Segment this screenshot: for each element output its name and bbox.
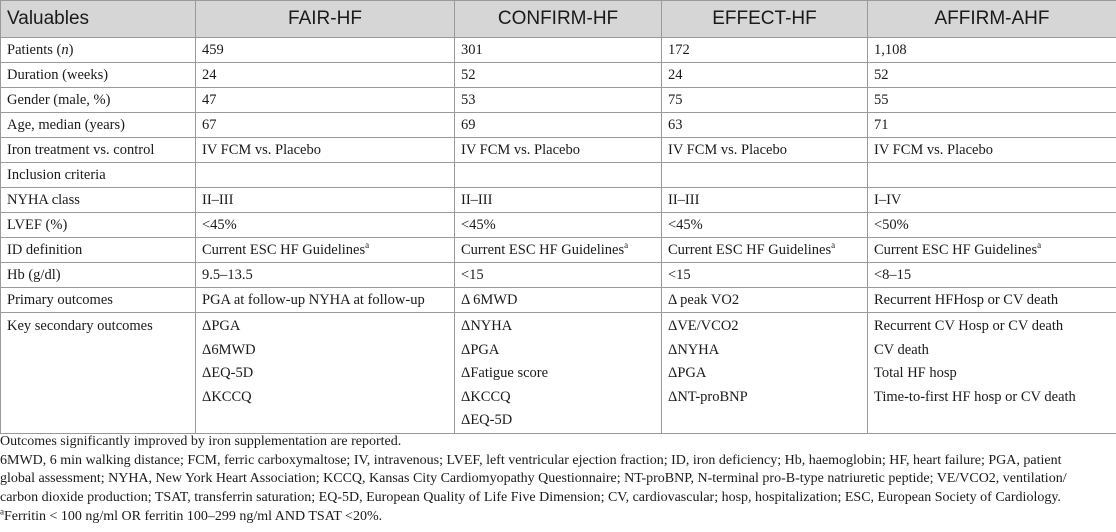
table-cell: Δ 6MWD <box>455 288 662 313</box>
table-row <box>1 288 1116 313</box>
table-row <box>1 213 1116 238</box>
list-item: ΔEQ-5D <box>461 412 513 428</box>
list-item: ΔNT-proBNP <box>668 388 748 405</box>
list-item: ΔNYHA <box>461 318 513 334</box>
table-cell <box>868 163 1116 188</box>
table-cell <box>868 313 1116 434</box>
table-cell: <45% <box>455 213 662 238</box>
footnote-marker: a <box>624 240 629 251</box>
list-item: Recurrent CV Hosp or CV death <box>874 318 1064 334</box>
table-cell <box>196 238 455 263</box>
note-line: 6MWD, 6 min walking distance; FCM, ferric carboxymaltose; IV, intravenous; LVEF, left ventricular ejection fraction; ID, iron deficiency; Hb, haemoglobin; HF, heart failure; PGA, patient <box>0 452 1062 468</box>
footnote-marker: a <box>0 506 4 517</box>
table-cell <box>662 238 868 263</box>
row-label: ID definition <box>1 238 196 263</box>
table-cell: 24 <box>196 63 455 88</box>
header-cell-fair-hf: FAIR-HF <box>196 1 455 38</box>
list-item: CV death <box>874 341 929 358</box>
note-line: carbon dioxide production; TSAT, transferrin saturation; EQ-5D, European Quality of Life Five Dimension; CV, cardiovascular; hosp, hospitalization; ESC, European Society of Cardiology. <box>0 490 1061 506</box>
row-label: Gender (male, %) <box>1 88 196 113</box>
footnote-marker: a <box>365 240 370 251</box>
footnote-marker: a <box>831 240 836 251</box>
table-row <box>1 138 1116 163</box>
table-cell: 1,108 <box>868 38 1116 63</box>
table-cell: II–III <box>662 188 868 213</box>
table-cell: <45% <box>196 213 455 238</box>
table-cell: 24 <box>662 63 868 88</box>
list-item: Δ6MWD <box>202 341 256 358</box>
list-item: ΔFatigue score <box>461 365 549 381</box>
row-label: NYHA class <box>1 188 196 213</box>
row-label-end: ) <box>68 42 74 58</box>
table-cell <box>455 238 662 263</box>
table-cell: 75 <box>662 88 868 113</box>
table-cell <box>455 313 662 434</box>
table-row <box>1 113 1116 138</box>
table-row <box>1 263 1116 288</box>
note-line: Outcomes significantly improved by iron supplementation are reported. <box>0 434 402 449</box>
list-item: ΔPGA <box>202 318 241 334</box>
footnote-marker: a <box>1037 240 1042 251</box>
table-row <box>1 188 1116 213</box>
row-label: Iron treatment vs. control <box>1 138 196 163</box>
row-label: Inclusion criteria <box>1 163 196 188</box>
list-item: ΔKCCQ <box>461 388 511 405</box>
list-item: ΔPGA <box>668 365 707 381</box>
table-cell: Δ peak VO2 <box>662 288 868 313</box>
row-label: Hb (g/dl) <box>1 263 196 288</box>
table-cell <box>662 163 868 188</box>
table-cell: I–IV <box>868 188 1116 213</box>
table-cell: 55 <box>868 88 1116 113</box>
table-cell: 52 <box>455 63 662 88</box>
table-cell: 53 <box>455 88 662 113</box>
table-cell: 63 <box>662 113 868 138</box>
table-row <box>1 238 1116 263</box>
list-item: ΔEQ-5D <box>202 365 254 381</box>
row-label-text: Patients ( <box>7 42 62 58</box>
header-cell-effect-hf: EFFECT-HF <box>662 1 868 38</box>
list-item: ΔNYHA <box>668 341 720 358</box>
table-row <box>1 163 1116 188</box>
row-label: Duration (weeks) <box>1 63 196 88</box>
table-cell: IV FCM vs. Placebo <box>868 138 1116 163</box>
table-cell <box>196 313 455 434</box>
table-cell: IV FCM vs. Placebo <box>455 138 662 163</box>
table-cell <box>662 313 868 434</box>
row-label-italic: n <box>61 42 69 58</box>
table-cell: 9.5–13.5 <box>196 263 455 288</box>
row-label: LVEF (%) <box>1 213 196 238</box>
table-cell: 172 <box>662 38 868 63</box>
header-cell-affirm-ahf: AFFIRM-AHF <box>868 1 1116 38</box>
list-item: ΔVE/VCO2 <box>668 318 739 334</box>
list-item: ΔPGA <box>461 341 500 358</box>
note-line: global assessment; NYHA, New York Heart Association; KCCQ, Kansas City Cardiomyopathy Questionnaire; NT-proBNP, N-terminal pro-B-type natriuretic peptide; VE/VCO2, ventilation/ <box>0 471 1067 487</box>
row-label: Primary outcomes <box>1 288 196 313</box>
table-cell <box>868 238 1116 263</box>
table-cell: 459 <box>196 38 455 63</box>
table-cell <box>455 163 662 188</box>
table-cell: <8–15 <box>868 263 1116 288</box>
cell-text: Current ESC HF Guidelines <box>874 242 1038 258</box>
list-item: ΔKCCQ <box>202 388 252 405</box>
cell-text: Current ESC HF Guidelines <box>202 242 366 258</box>
table-cell: PGA at follow-up NYHA at follow-up <box>196 288 455 313</box>
table-row-secondary <box>1 313 1116 434</box>
table-row <box>1 38 1116 63</box>
table-cell <box>196 163 455 188</box>
row-label <box>1 313 196 434</box>
table-cell: II–III <box>196 188 455 213</box>
table-cell: <15 <box>662 263 868 288</box>
cell-text: Current ESC HF Guidelines <box>668 242 832 258</box>
table-cell: Recurrent HFHosp or CV death <box>868 288 1116 313</box>
table-cell: 52 <box>868 63 1116 88</box>
table-cell: 301 <box>455 38 662 63</box>
table-cell: IV FCM vs. Placebo <box>662 138 868 163</box>
table-cell: IV FCM vs. Placebo <box>196 138 455 163</box>
table-cell: <45% <box>662 213 868 238</box>
table-row <box>1 63 1116 88</box>
table-row <box>1 88 1116 113</box>
footnote-line <box>0 508 1116 527</box>
table-cell: 47 <box>196 88 455 113</box>
row-label: Age, median (years) <box>1 113 196 138</box>
footnote-text: Ferritin < 100 ng/ml OR ferritin 100–299 ng/ml AND TSAT <20%. <box>4 508 383 524</box>
table-cell: 69 <box>455 113 662 138</box>
table-cell: <15 <box>455 263 662 288</box>
cell-text: Current ESC HF Guidelines <box>461 242 625 258</box>
row-label <box>1 38 196 63</box>
table-notes <box>0 433 1116 527</box>
table-cell: 67 <box>196 113 455 138</box>
list-item: Time-to-first HF hosp or CV death <box>874 388 1076 405</box>
table-cell: II–III <box>455 188 662 213</box>
table-cell: <50% <box>868 213 1116 238</box>
header-row <box>1 1 1116 38</box>
header-cell-valuables: Valuables <box>1 1 196 38</box>
table-cell: 71 <box>868 113 1116 138</box>
header-cell-confirm-hf: CONFIRM-HF <box>455 1 662 38</box>
list-item: Total HF hosp <box>874 365 957 381</box>
row-label-text: Key secondary outcomes <box>7 318 153 334</box>
